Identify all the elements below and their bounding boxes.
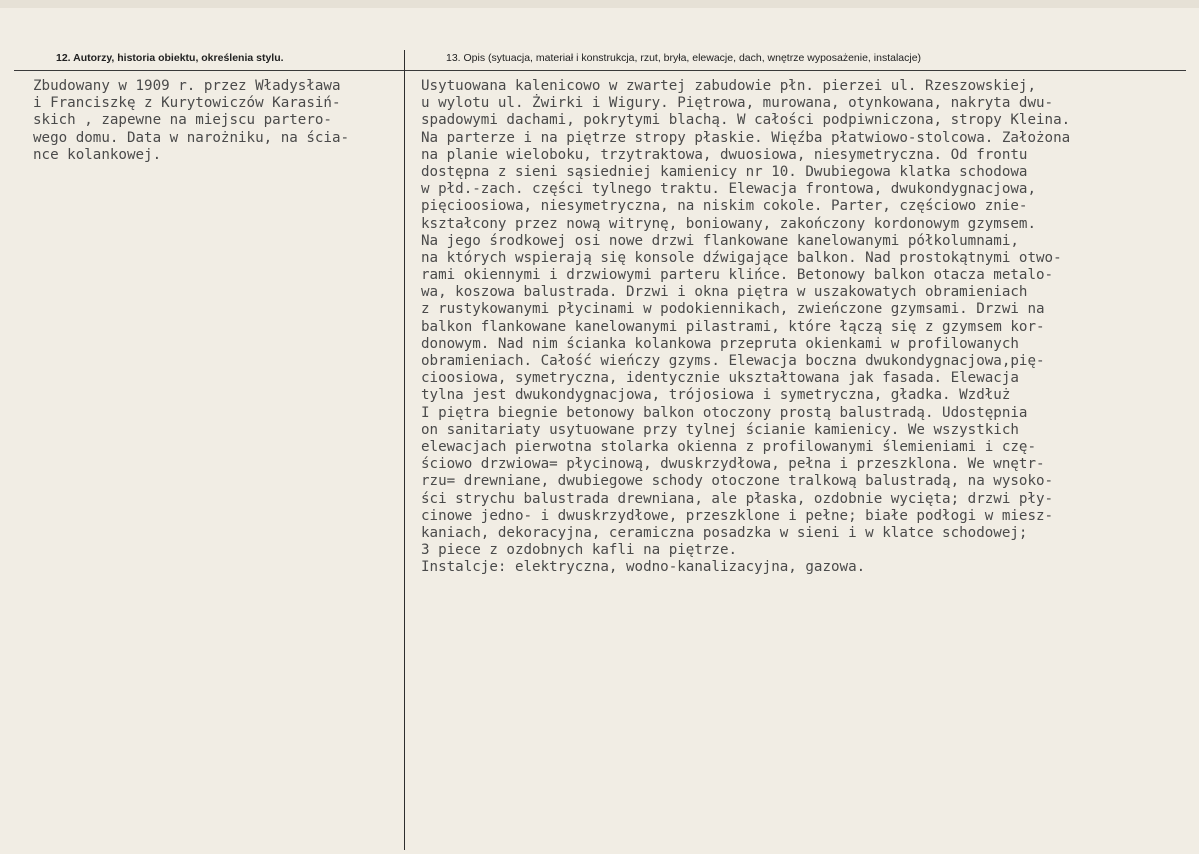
text-line: z rustykowanymi płycinami w podokiennikach, zwieńczone gzymsami. Drzwi na — [421, 301, 1045, 318]
text-line: donowym. Nad nim ścianka kolankowa przepruta okienkami w profilowanych — [421, 335, 1019, 352]
text-line: obramieniach. Całość wieńczy gzyms. Elewacja boczna dwukondygnacjowa,pię- — [421, 353, 1045, 369]
text-line: Instalcje: elektryczna, wodno-kanalizacyjna, gazowa. — [421, 559, 866, 576]
text-line: rzu= drewniane, dwubiegowe schody otoczone tralkową balustradą, na wysoko- — [421, 473, 1054, 490]
text-line: u wylotu ul. Żwirki i Wigury. Piętrowa, murowana, otynkowana, nakryta dwu- — [421, 95, 1054, 112]
text-line: cinowe jedno- i dwuskrzydłowe, przeszklone i pełne; białe podłogi w miesz- — [421, 507, 1054, 524]
text-line: balkon flankowane kanelowanymi pilastrami, które łączą się z gzymsem kor- — [421, 318, 1045, 335]
text-line: skich , zapewne na miejscu partero- — [33, 112, 332, 129]
text-line: elewacjach pierwotna stolarka okienna z profilowanymi ślemieniami i czę- — [421, 438, 1036, 455]
text-line: ściowo drzwiowa= płycinową, dwuskrzydłowa, pełna i przeszklona. We wnętr- — [421, 456, 1045, 473]
text-line: Na parterze i na piętrze stropy płaskie. Więźba płatwiowo-stolcowa. Założona — [421, 129, 1071, 146]
text-line: wa, koszowa balustrada. Drzwi i okna piętra w uszakowatych obramieniach — [421, 284, 1028, 301]
text-line: i Franciszkę z Kurytowiczów Karasiń- — [33, 95, 341, 112]
text-line: on sanitariaty usytuowane przy tylnej ścianie kamienicy. We wszystkich — [421, 421, 1019, 438]
header-divider-line — [14, 70, 1186, 71]
sheet-top-edge — [0, 0, 1199, 8]
authors-history-text — [33, 78, 349, 164]
text-line: ści strychu balustrada drewniana, ale płaska, ozdobnie wycięta; drzwi pły- — [421, 490, 1054, 507]
text-line: spadowymi dachami, pokrytymi blachą. W całości podpiwniczona, stropy Kleina. — [421, 112, 1071, 129]
description-text — [421, 78, 1070, 576]
text-line: kaniach, dekoracyjna, ceramiczna posadzka w sieni i w klatce schodowej; — [421, 524, 1028, 541]
text-line: na planie wieloboku, trzytraktowa, dwuosiowa, niesymetryczna. Od frontu — [421, 146, 1028, 163]
column-divider-line — [404, 50, 405, 850]
section-12-header: 12. Autorzy, historia obiektu, określenia stylu. — [56, 52, 284, 64]
text-line: w płd.-zach. części tylnego traktu. Elewacja frontowa, dwukondygnacjowa, — [421, 181, 1036, 198]
text-line: nce kolankowej. — [33, 146, 162, 163]
text-line: cioosiowa, symetryczna, identycznie ukształtowana jak fasada. Elewacja — [421, 370, 1019, 387]
text-line: na których wspierają się konsole dźwigające balkon. Nad prostokątnymi otwo- — [421, 249, 1062, 266]
text-line: I piętra biegnie betonowy balkon otoczony prostą balustradą. Udostępnia — [421, 404, 1028, 421]
text-line: kształcony przez nową witrynę, boniowany, zakończony kordonowym gzymsem. — [421, 215, 1036, 232]
text-line: pięcioosiowa, niesymetryczna, na niskim cokole. Parter, częściowo znie- — [421, 198, 1028, 215]
text-line: Na jego środkowej osi nowe drzwi flankowane kanelowanymi półkolumnami, — [421, 232, 1019, 249]
text-line: Zbudowany w 1909 r. przez Władysława — [33, 78, 341, 94]
text-line: Usytuowana kalenicowo w zwartej zabudowie płn. pierzei ul. Rzeszowskiej, — [421, 78, 1036, 94]
text-line: tylna jest dwukondygnacjowa, trójosiowa i symetryczna, gładka. Wzdłuż — [421, 387, 1011, 404]
section-13-header: 13. Opis (sytuacja, materiał i konstrukcja, rzut, bryła, elewacje, dach, wnętrze wyposażenie, instalacje) — [446, 52, 922, 64]
text-line: dostępna z sieni sąsiedniej kamienicy nr 10. Dwubiegowa klatka schodowa — [421, 163, 1028, 180]
text-line: rami okiennymi i drzwiowymi parteru klińce. Betonowy balkon otacza metalo- — [421, 267, 1054, 284]
text-line: 3 piece z ozdobnych kafli na piętrze. — [421, 542, 738, 559]
text-line: wego domu. Data w narożniku, na ścia- — [33, 129, 350, 146]
